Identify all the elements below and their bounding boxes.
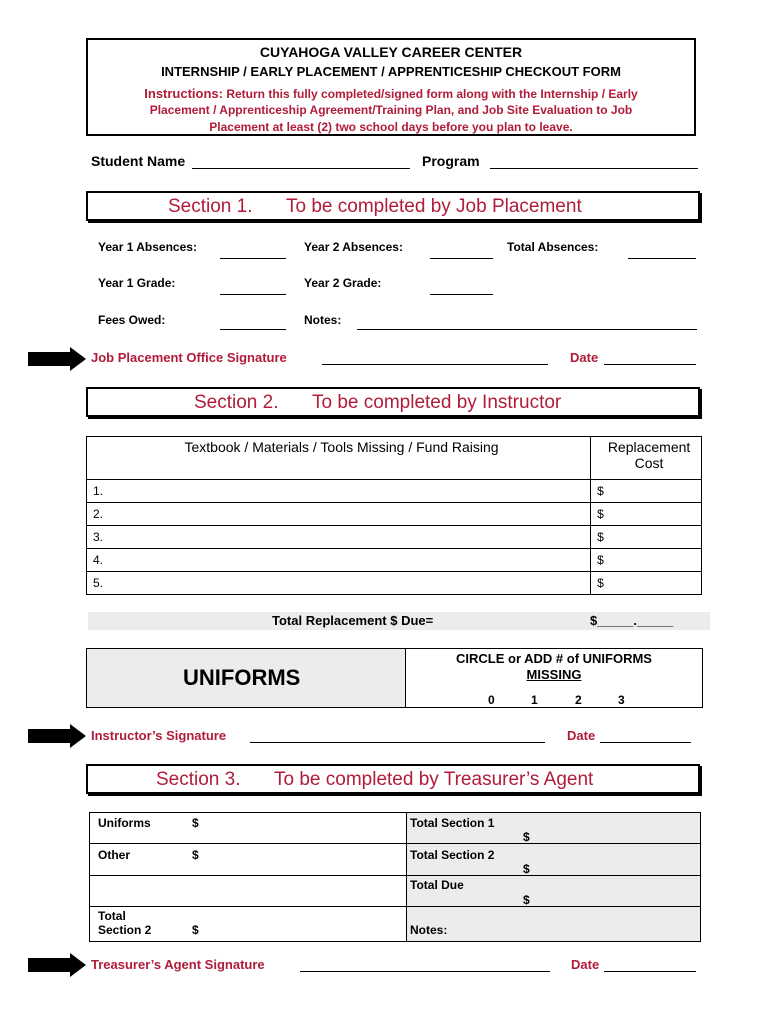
item-cell[interactable]: 2. <box>87 503 591 526</box>
form-header <box>86 38 696 136</box>
row-divider <box>90 875 700 876</box>
notes-label: Notes: <box>304 313 342 327</box>
cost-header-line1: Replacement <box>607 439 691 455</box>
job-placement-date-label: Date <box>570 350 599 365</box>
notes-field[interactable] <box>357 329 697 330</box>
uniforms-count-cell <box>406 649 702 707</box>
cost-cell[interactable]: $ <box>591 503 702 526</box>
arrow-right-icon <box>28 724 86 748</box>
uniforms-instruction-2: MISSING <box>526 667 582 682</box>
instructions-label: Instructions: <box>144 86 223 101</box>
materials-column-header: Textbook / Materials / Tools Missing / Fund Raising <box>87 437 591 480</box>
total-section2-label <box>98 909 151 937</box>
instructions-text-1: Return this fully completed/signed form along with the Internship / Early <box>226 87 638 101</box>
total-section2-line2: Section 2 <box>98 923 152 937</box>
total-section2-right-label: Total Section 2 <box>410 848 495 862</box>
year1-absences-label: Year 1 Absences: <box>98 240 197 254</box>
program-field[interactable] <box>490 168 698 169</box>
year1-grade-field[interactable] <box>220 294 286 295</box>
fees-owed-label: Fees Owed: <box>98 313 166 327</box>
table-row <box>87 503 702 526</box>
row-divider <box>90 906 700 907</box>
item-cell[interactable]: 1. <box>87 480 591 503</box>
uniforms-instruction-1: CIRCLE or ADD # of UNIFORMS <box>456 651 652 666</box>
item-cell[interactable]: 4. <box>87 549 591 572</box>
other-label: Other <box>98 848 131 862</box>
cost-cell[interactable]: $ <box>591 480 702 503</box>
uniform-count-0[interactable]: 0 <box>488 693 495 707</box>
section-3-number: Section 3. <box>156 769 241 790</box>
job-placement-date-field[interactable] <box>604 364 696 365</box>
section-2-header <box>86 387 700 417</box>
instructions-line2: Placement / Apprenticeship Agreement/Training Plan, and Job Site Evaluation to Job <box>149 103 633 117</box>
section-1-header <box>86 191 700 221</box>
year2-grade-label: Year 2 Grade: <box>304 276 382 290</box>
cost-cell[interactable]: $ <box>591 572 702 595</box>
uniform-count-1[interactable]: 1 <box>531 693 538 707</box>
arrow-right-icon <box>28 347 86 371</box>
treasurer-date-field[interactable] <box>604 971 696 972</box>
job-placement-signature-field[interactable] <box>322 364 548 365</box>
column-divider <box>406 813 407 941</box>
materials-table <box>86 436 702 595</box>
total-replacement-field[interactable]: $_____._____ <box>590 613 674 628</box>
instructions-line1 <box>88 86 694 101</box>
fees-owed-field[interactable] <box>220 329 286 330</box>
treasurer-signature-field[interactable] <box>300 971 550 972</box>
instructor-date-label: Date <box>567 728 596 743</box>
table-row <box>87 572 702 595</box>
cost-cell[interactable]: $ <box>591 526 702 549</box>
total-section2-line1: Total <box>98 909 126 923</box>
treasurer-date-label: Date <box>571 957 600 972</box>
total-section2-right-amount[interactable]: $ <box>523 862 530 876</box>
year2-absences-label: Year 2 Absences: <box>304 240 403 254</box>
student-name-label: Student Name <box>91 153 186 169</box>
uniforms-label: Uniforms <box>98 816 151 830</box>
year1-grade-label: Year 1 Grade: <box>98 276 176 290</box>
uniforms-box <box>86 648 703 708</box>
cost-cell[interactable]: $ <box>591 549 702 572</box>
uniforms-label: UNIFORMS <box>183 665 301 690</box>
school-name: CUYAHOGA VALLEY CAREER CENTER <box>259 44 523 60</box>
total-replacement-label: Total Replacement $ Due= <box>272 613 434 628</box>
year2-grade-field[interactable] <box>430 294 493 295</box>
item-cell[interactable]: 5. <box>87 572 591 595</box>
total-section1-amount[interactable]: $ <box>523 830 530 844</box>
year2-absences-field[interactable] <box>430 258 493 259</box>
table-row <box>87 526 702 549</box>
total-due-amount[interactable]: $ <box>523 893 530 907</box>
year1-absences-field[interactable] <box>220 258 286 259</box>
treasurer-totals-shade <box>406 813 700 941</box>
program-label: Program <box>422 153 480 169</box>
section-3-title: To be completed by Treasurer’s Agent <box>274 769 594 790</box>
total-absences-label: Total Absences: <box>507 240 599 254</box>
instructor-signature-label: Instructor’s Signature <box>91 728 227 743</box>
cost-header-line2: Cost <box>634 455 664 471</box>
other-amount[interactable]: $ <box>192 848 199 862</box>
treasurer-table <box>89 812 701 942</box>
section-1-number: Section 1. <box>168 196 253 217</box>
job-placement-signature-label: Job Placement Office Signature <box>91 350 287 365</box>
section-1-title: To be completed by Job Placement <box>286 196 582 217</box>
table-row <box>87 549 702 572</box>
uniforms-label-cell <box>87 649 406 707</box>
student-name-field[interactable] <box>192 168 410 169</box>
treasurer-notes-label: Notes: <box>410 923 448 937</box>
uniform-count-3[interactable]: 3 <box>618 693 625 707</box>
cost-column-header <box>591 437 702 480</box>
total-section1-label: Total Section 1 <box>410 816 495 830</box>
treasurer-signature-label: Treasurer’s Agent Signature <box>91 957 265 972</box>
instructions-line3: Placement at least (2) two school days before you plan to leave. <box>209 120 573 134</box>
section-2-number: Section 2. <box>194 392 279 413</box>
section-3-header <box>86 764 700 794</box>
uniforms-amount[interactable]: $ <box>192 816 199 830</box>
total-section2-amount[interactable]: $ <box>192 923 199 937</box>
instructor-date-field[interactable] <box>600 742 691 743</box>
total-absences-field[interactable] <box>628 258 696 259</box>
form-title: INTERNSHIP / EARLY PLACEMENT / APPRENTICESHIP CHECKOUT FORM <box>161 64 621 79</box>
item-cell[interactable]: 3. <box>87 526 591 549</box>
section-2-title: To be completed by Instructor <box>312 392 562 413</box>
total-due-label: Total Due <box>410 878 464 892</box>
arrow-right-icon <box>28 953 86 977</box>
instructor-signature-field[interactable] <box>250 742 545 743</box>
table-row <box>87 480 702 503</box>
uniform-count-2[interactable]: 2 <box>575 693 582 707</box>
row-divider <box>90 843 700 844</box>
